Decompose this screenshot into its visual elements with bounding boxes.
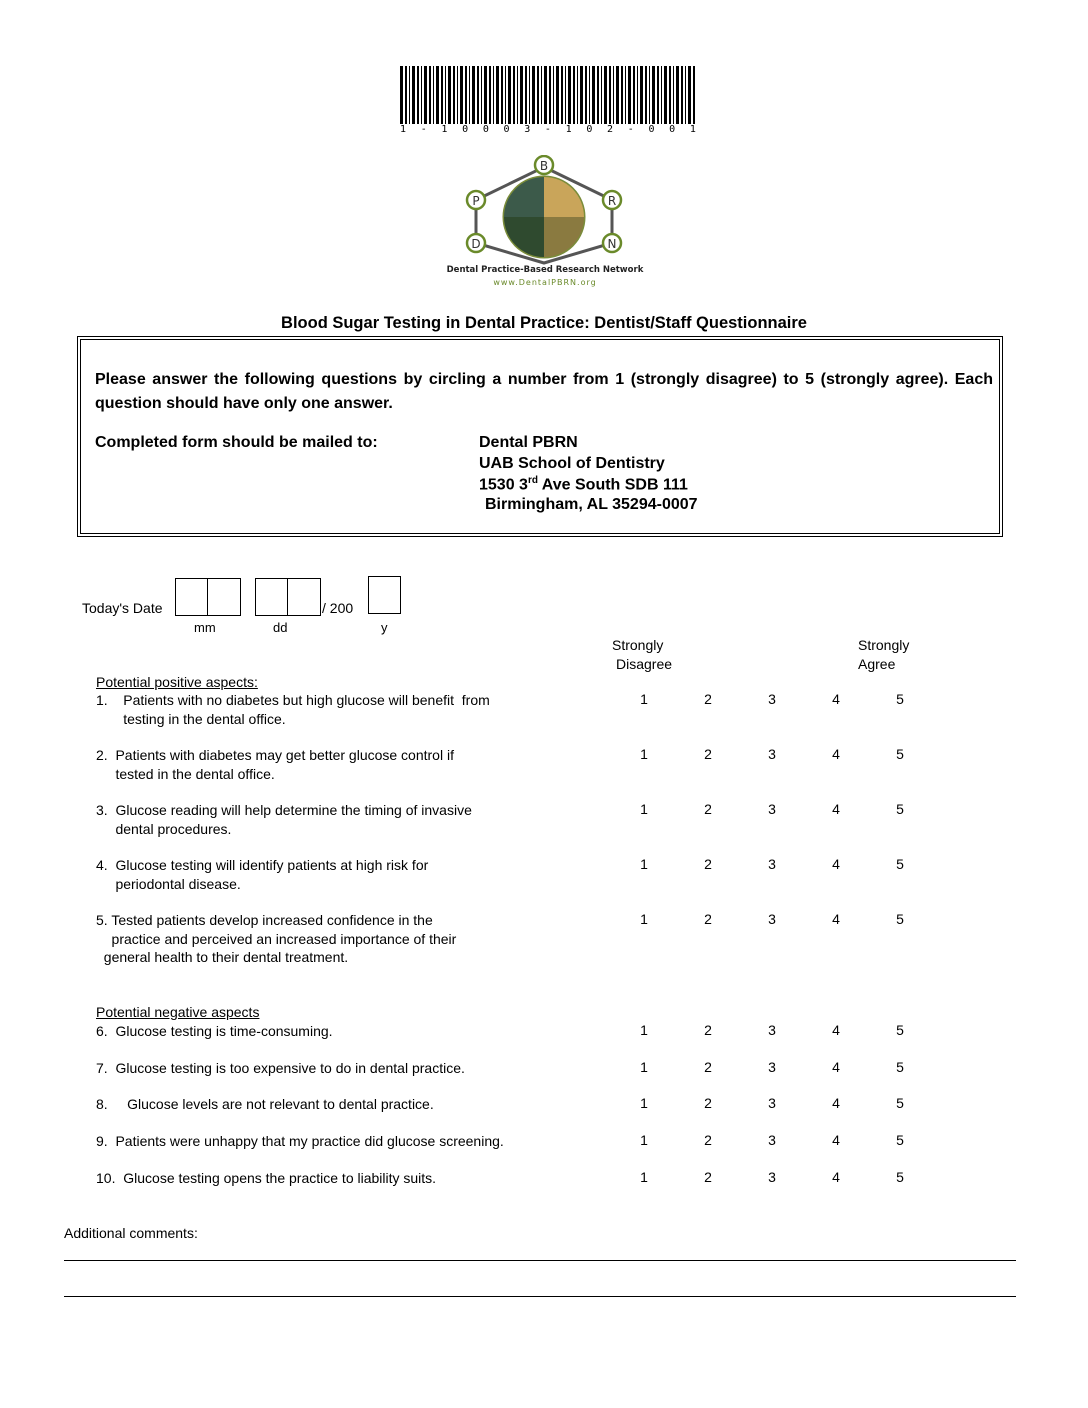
logo-letter-p [467,191,485,209]
question-2-option-2[interactable]: 2 [704,746,712,762]
barcode-bar [573,66,575,124]
barcode-bar [520,66,523,124]
barcode-bar [640,66,643,124]
barcode-bar [517,66,518,124]
question-4-option-2[interactable]: 2 [704,856,712,872]
question-8-option-3[interactable]: 3 [768,1095,776,1111]
question-5-option-4[interactable]: 4 [832,911,840,927]
question-3-option-5[interactable]: 5 [896,801,904,817]
barcode-bar [625,66,626,124]
barcode-bar [645,66,647,124]
question-8-option-5[interactable]: 5 [896,1095,904,1111]
svg-text:N: N [607,237,617,251]
address-line-2: UAB School of Dentistry [479,455,665,472]
barcode-bar [445,66,446,124]
question-4-option-4[interactable]: 4 [832,856,840,872]
question-10-option-3[interactable]: 3 [768,1169,776,1185]
svg-text:R: R [607,194,617,208]
barcode-bar [693,66,695,124]
question-3-option-2[interactable]: 2 [704,801,712,817]
barcode-bar [409,66,410,124]
barcode-bar [661,66,662,124]
logo-letter-r [603,191,621,209]
question-1-option-1[interactable]: 1 [640,691,648,707]
question-3-option-1[interactable]: 1 [640,801,648,817]
question-10-text: 10. Glucose testing opens the practice to liability suits. [96,1170,437,1186]
barcode-bar [493,66,494,124]
barcode-bar [484,66,487,124]
barcode-bar [577,66,578,124]
barcode-bar [441,66,443,124]
scale-left-header: Strongly Disagree [612,637,673,672]
question-6-option-3[interactable]: 3 [768,1022,776,1038]
barcode-bar [417,66,419,124]
barcode-bar [561,66,563,124]
barcode-bar [676,66,679,124]
address-line-4: Birmingham, AL 35294-0007 [485,496,698,513]
barcode-bar [537,66,539,124]
section-negative-heading: Potential negative aspects [96,1004,260,1020]
barcode-bar [457,66,458,124]
barcode-bar [481,66,482,124]
barcode-bar [429,66,431,124]
date-day-box-2[interactable] [287,578,321,616]
question-8-text: 8. Glucose levels are not relevant to dental practice. [96,1096,434,1112]
question-10-option-4[interactable]: 4 [832,1169,840,1185]
barcode-bar [673,66,674,124]
barcode-bar [529,66,530,124]
barcode-bar [616,66,619,124]
question-7-text: 7. Glucose testing is too expensive to do in dental practice. [96,1060,465,1076]
question-6-text: 6. Glucose testing is time-consuming. [96,1023,333,1039]
barcode-bar [637,66,638,124]
question-7-option-5[interactable]: 5 [896,1059,904,1075]
question-4-option-5[interactable]: 5 [896,856,904,872]
section-positive-heading: Potential positive aspects: [96,674,258,690]
question-9-option-3[interactable]: 3 [768,1132,776,1148]
barcode-bar [669,66,671,124]
additional-comments-label: Additional comments: [64,1225,198,1241]
barcode-bar [580,66,583,124]
question-9-option-5[interactable]: 5 [896,1132,904,1148]
logo-caption: Dental Practice-Based Research Network [446,265,644,275]
date-label: Today's Date [82,600,163,616]
question-10-option-5[interactable]: 5 [896,1169,904,1185]
question-8-option-1[interactable]: 1 [640,1095,648,1111]
barcode-bar [649,66,650,124]
question-3-option-4[interactable]: 4 [832,801,840,817]
question-1-option-4[interactable]: 4 [832,691,840,707]
scale-right-header: Strongly Agree [858,637,910,672]
question-5-text: 5. Tested patients develop increased confidence in the practice and perceived an increased importance of their general health to their dental treatment. [96,912,457,965]
barcode-bar [604,66,607,124]
barcode-bar [601,66,602,124]
barcode-bar [681,66,683,124]
question-5-option-1[interactable]: 1 [640,911,648,927]
question-2-text: 2. Patients with diabetes may get better glucose control if tested in the dental office. [96,747,454,782]
barcode-bar [565,66,566,124]
barcode-bar [469,66,470,124]
barcode-bar [621,66,623,124]
question-7-option-1[interactable]: 1 [640,1059,648,1075]
svg-text:D: D [471,237,481,251]
barcode-bar [424,66,427,124]
barcode-bar [501,66,503,124]
question-1-text: 1. Patients with no diabetes but high glucose will benefit from testing in the dental office. [96,692,490,727]
barcode-bar [688,66,691,124]
barcode-bar [448,66,451,124]
question-6-option-4[interactable]: 4 [832,1022,840,1038]
barcode-bar [400,66,403,124]
question-2-option-4[interactable]: 4 [832,746,840,762]
question-6-option-1[interactable]: 1 [640,1022,648,1038]
logo-letter-n [603,234,621,252]
barcode-bar [453,66,455,124]
barcode-bar [465,66,467,124]
barcode-bar [544,66,547,124]
question-9-text: 9. Patients were unhappy that my practice did glucose screening. [96,1133,504,1149]
question-1-option-2[interactable]: 2 [704,691,712,707]
question-9-option-4[interactable]: 4 [832,1132,840,1148]
question-1-option-5[interactable]: 5 [896,691,904,707]
barcode-bar [541,66,542,124]
question-3-text: 3. Glucose reading will help determine the timing of invasive dental procedures. [96,802,472,837]
barcode-bar [628,66,631,124]
barcode-bar [505,66,506,124]
question-2-option-5[interactable]: 5 [896,746,904,762]
logo-letter-b [535,156,553,174]
question-9-option-1[interactable]: 1 [640,1132,648,1148]
date-month-box-2[interactable] [207,578,241,616]
date-year-box[interactable] [368,576,401,614]
barcode-bar [597,66,599,124]
barcode-bar [405,66,407,124]
comment-line-2[interactable] [64,1296,1016,1297]
question-6-option-5[interactable]: 5 [896,1022,904,1038]
barcode-bar [508,66,511,124]
question-8-option-2[interactable]: 2 [704,1095,712,1111]
logo-letter-d [467,234,485,252]
question-5-option-5[interactable]: 5 [896,911,904,927]
barcode-bar [436,66,439,124]
address-line-3: 1530 3rd Ave South SDB 111 [479,475,688,494]
page-title: Blood Sugar Testing in Dental Practice: Dentist/Staff Questionnaire [281,314,807,332]
dental-pbrn-logo [462,155,627,270]
barcode-bar [556,66,559,124]
date-dd-label: dd [273,620,288,635]
question-2-option-1[interactable]: 1 [640,746,648,762]
comment-line-1[interactable] [64,1260,1016,1261]
barcode-bar [525,66,527,124]
barcode-bar [477,66,479,124]
mailing-label: Completed form should be mailed to: [95,434,378,451]
question-2-option-3[interactable]: 3 [768,746,776,762]
question-6-option-2[interactable]: 2 [704,1022,712,1038]
question-4-text: 4. Glucose testing will identify patients at high risk for periodontal disease. [96,857,429,892]
barcode-bar [657,66,659,124]
question-7-option-3[interactable]: 3 [768,1059,776,1075]
date-day-box-1[interactable] [255,578,288,616]
question-8-option-4[interactable]: 4 [832,1095,840,1111]
date-y-label: y [381,620,388,635]
barcode-bar [613,66,614,124]
barcode-bar [489,66,491,124]
barcode-bar [664,66,667,124]
barcode-bar [589,66,590,124]
question-1-option-3[interactable]: 3 [768,691,776,707]
question-9-option-2[interactable]: 2 [704,1132,712,1148]
barcode-bar [592,66,595,124]
date-month-box-1[interactable] [175,578,208,616]
question-7-option-4[interactable]: 4 [832,1059,840,1075]
logo-url: www.DentalPBRN.org [493,278,597,287]
barcode-bar [685,66,686,124]
date-mm-label: mm [194,620,216,635]
svg-text:B: B [539,159,549,173]
question-10-option-2[interactable]: 2 [704,1169,712,1185]
question-5-option-3[interactable]: 3 [768,911,776,927]
barcode-bar [549,66,551,124]
barcode-bar [585,66,587,124]
question-10-option-1[interactable]: 1 [640,1169,648,1185]
barcode-bar [633,66,635,124]
barcode-bar [568,66,571,124]
barcode-number: 1 - 1 0 0 0 3 - 1 0 2 - 0 0 1 [400,124,696,135]
barcode-bar [460,66,463,124]
question-4-option-3[interactable]: 3 [768,856,776,872]
instructions-text: Please answer the following questions by circling a number from 1 (strongly disagree) to 5 (strongly agree). Each question should have only one answer. [95,371,993,412]
barcode-bar [472,66,475,124]
barcode [398,66,698,124]
address-line-1: Dental PBRN [479,434,578,451]
date-separator: / 200 [322,600,354,616]
barcode-bar [433,66,434,124]
barcode-bar [421,66,422,124]
barcode-bar [496,66,499,124]
question-4-option-1[interactable]: 1 [640,856,648,872]
question-7-option-2[interactable]: 2 [704,1059,712,1075]
barcode-bar [553,66,554,124]
question-3-option-3[interactable]: 3 [768,801,776,817]
svg-text:P: P [472,194,480,208]
barcode-bar [513,66,515,124]
barcode-bar [412,66,415,124]
question-5-option-2[interactable]: 2 [704,911,712,927]
barcode-bar [532,66,535,124]
barcode-bar [609,66,611,124]
barcode-bar [652,66,655,124]
